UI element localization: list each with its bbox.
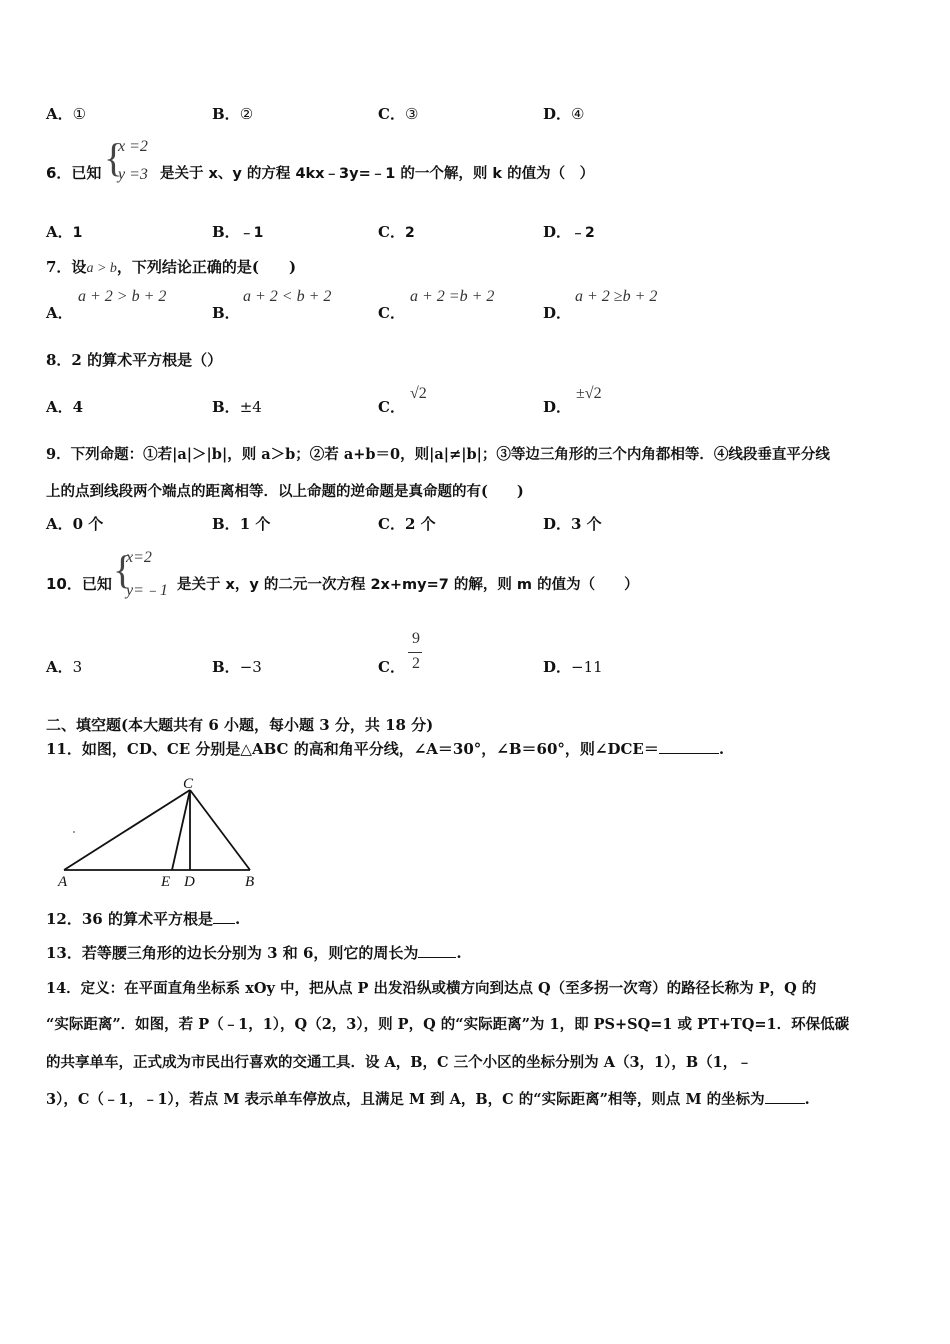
stray-dot <box>73 831 75 833</box>
q14-line2: “实际距离”．如图，若 P（﹣1，1），Q（2，3），则 P，Q 的“实际距离”为 1，即 PS+SQ=1 或 PT+TQ=1．环保低碳 <box>46 1016 850 1033</box>
q9-option-a: A．0 个 <box>46 515 104 533</box>
q11-stem: 11．如图，CD、CE 分别是△ABC 的高和角平分线，∠A＝30°，∠B＝60°，则∠DCE＝ . <box>46 740 725 758</box>
q10-text: 是关于 x，y 的二元一次方程 2x+my=7 的解，则 m 的值为（ ） <box>177 577 639 593</box>
q8-option-c-value: √2 <box>410 385 427 402</box>
q8-stem: 8．2 的算术平方根是（） <box>46 351 223 369</box>
brace-icon: { <box>104 135 124 180</box>
q10-system-line2: y=﹣1 <box>126 582 168 599</box>
q7-stem: 7．设a > b，下列结论正确的是( ) <box>46 258 297 276</box>
question-12: 12．36 的算术平方根是 . <box>46 910 241 928</box>
label-e: E <box>161 874 171 890</box>
q7-option-d-label: D． <box>543 304 572 322</box>
q6-text: 是关于 x、y 的方程 4kx﹣3y=﹣1 的一个解，则 k 的值为（ ） <box>160 166 595 182</box>
q7-option-c-label: C． <box>378 304 405 322</box>
question-13: 13．若等腰三角形的边长分别为 3 和 6，则它的周长为 . <box>46 944 462 962</box>
q6-option-c: C．2 <box>378 223 415 241</box>
segment-ac <box>64 790 190 870</box>
label-c: C <box>183 776 194 792</box>
q10-option-c-label: C． <box>378 658 405 676</box>
triangle-figure <box>50 770 280 892</box>
q5-option-b: B．② <box>212 105 254 123</box>
q9-stem-line2: 上的点到线段两个端点的距离相等．以上命题的逆命题是真命题的有( ) <box>46 483 524 500</box>
q10-system-line1: x=2 <box>126 549 152 566</box>
q9-stem-line1: 9．下列命题：①若|a|＞|b|，则 a＞b；②若 a+b＝0，则|a|≠|b|；③等边三角形的三个内角都相等．④线段垂直平分线 <box>46 446 830 463</box>
q6-system-line1: x =2 <box>118 138 148 155</box>
q5-option-a: A．① <box>46 105 87 123</box>
q10-fraction-numerator: 9 <box>412 630 420 647</box>
answer-blank <box>418 956 456 958</box>
answer-blank <box>765 1102 805 1104</box>
label-a: A <box>58 874 68 890</box>
q10-fraction-bar <box>408 652 422 653</box>
q8-option-a: A．4 <box>46 398 84 416</box>
q14-line3: 的共享单车，正式成为市民出行喜欢的交通工具．设 A，B，C 三个小区的坐标分别为 A（3，1），B（1，﹣ <box>46 1054 752 1071</box>
segment-ce <box>172 790 190 870</box>
q10-option-a: A．3 <box>46 658 83 676</box>
q14-line4: 3），C（﹣1，﹣1），若点 M 表示单车停放点，且满足 M 到 A，B，C 的“实际距离”相等，则点 M 的坐标为 . <box>46 1091 810 1108</box>
q8-option-d-value: ±√2 <box>576 385 602 402</box>
q10-fraction-denominator: 2 <box>412 655 420 672</box>
q7-option-c-value: a + 2 =b + 2 <box>410 288 495 305</box>
segment-cb <box>190 790 250 870</box>
q7-option-b-value: a + 2 < b + 2 <box>243 288 332 305</box>
section-2-heading: 二、填空题(本大题共有 6 小题，每小题 3 分，共 18 分) <box>46 716 434 734</box>
q8-option-b: B．±4 <box>212 398 262 416</box>
answer-blank <box>659 752 719 754</box>
q5-option-c: C．③ <box>378 105 419 123</box>
q14-line1: 14．定义：在平面直角坐标系 xOy 中，把从点 P 出发沿纵或横方向到达点 Q（至多拐一次弯）的路径长称为 P，Q 的 <box>46 980 817 997</box>
q9-option-b: B．1 个 <box>212 515 271 533</box>
q5-option-d: D．④ <box>543 105 585 123</box>
q8-option-d-label: D． <box>543 398 572 416</box>
q7-condition: a > b <box>86 261 117 276</box>
q8-option-c-label: C． <box>378 398 405 416</box>
q6-option-b: B．﹣1 <box>212 223 264 241</box>
brace-icon: { <box>113 547 133 592</box>
q7-option-d-value: a + 2 ≥b + 2 <box>575 288 658 305</box>
label-b: B <box>245 874 255 890</box>
q6-system-line2: y =3 <box>118 166 148 183</box>
q10-option-d: D．−11 <box>543 658 603 676</box>
q6-number: 6．已知 <box>46 164 102 182</box>
q6-option-d: D．﹣2 <box>543 223 595 241</box>
label-d: D <box>184 874 195 890</box>
q7-option-b-label: B． <box>212 304 240 322</box>
q9-option-c: C．2 个 <box>378 515 436 533</box>
q10-option-b: B．−3 <box>212 658 262 676</box>
q10-number: 10．已知 <box>46 575 112 593</box>
answer-blank <box>213 922 235 924</box>
q7-option-a-label: A． <box>46 304 73 322</box>
q7-option-a-value: a + 2 > b + 2 <box>78 288 167 305</box>
q6-option-a: A．1 <box>46 223 83 241</box>
q9-option-d: D．3 个 <box>543 515 602 533</box>
